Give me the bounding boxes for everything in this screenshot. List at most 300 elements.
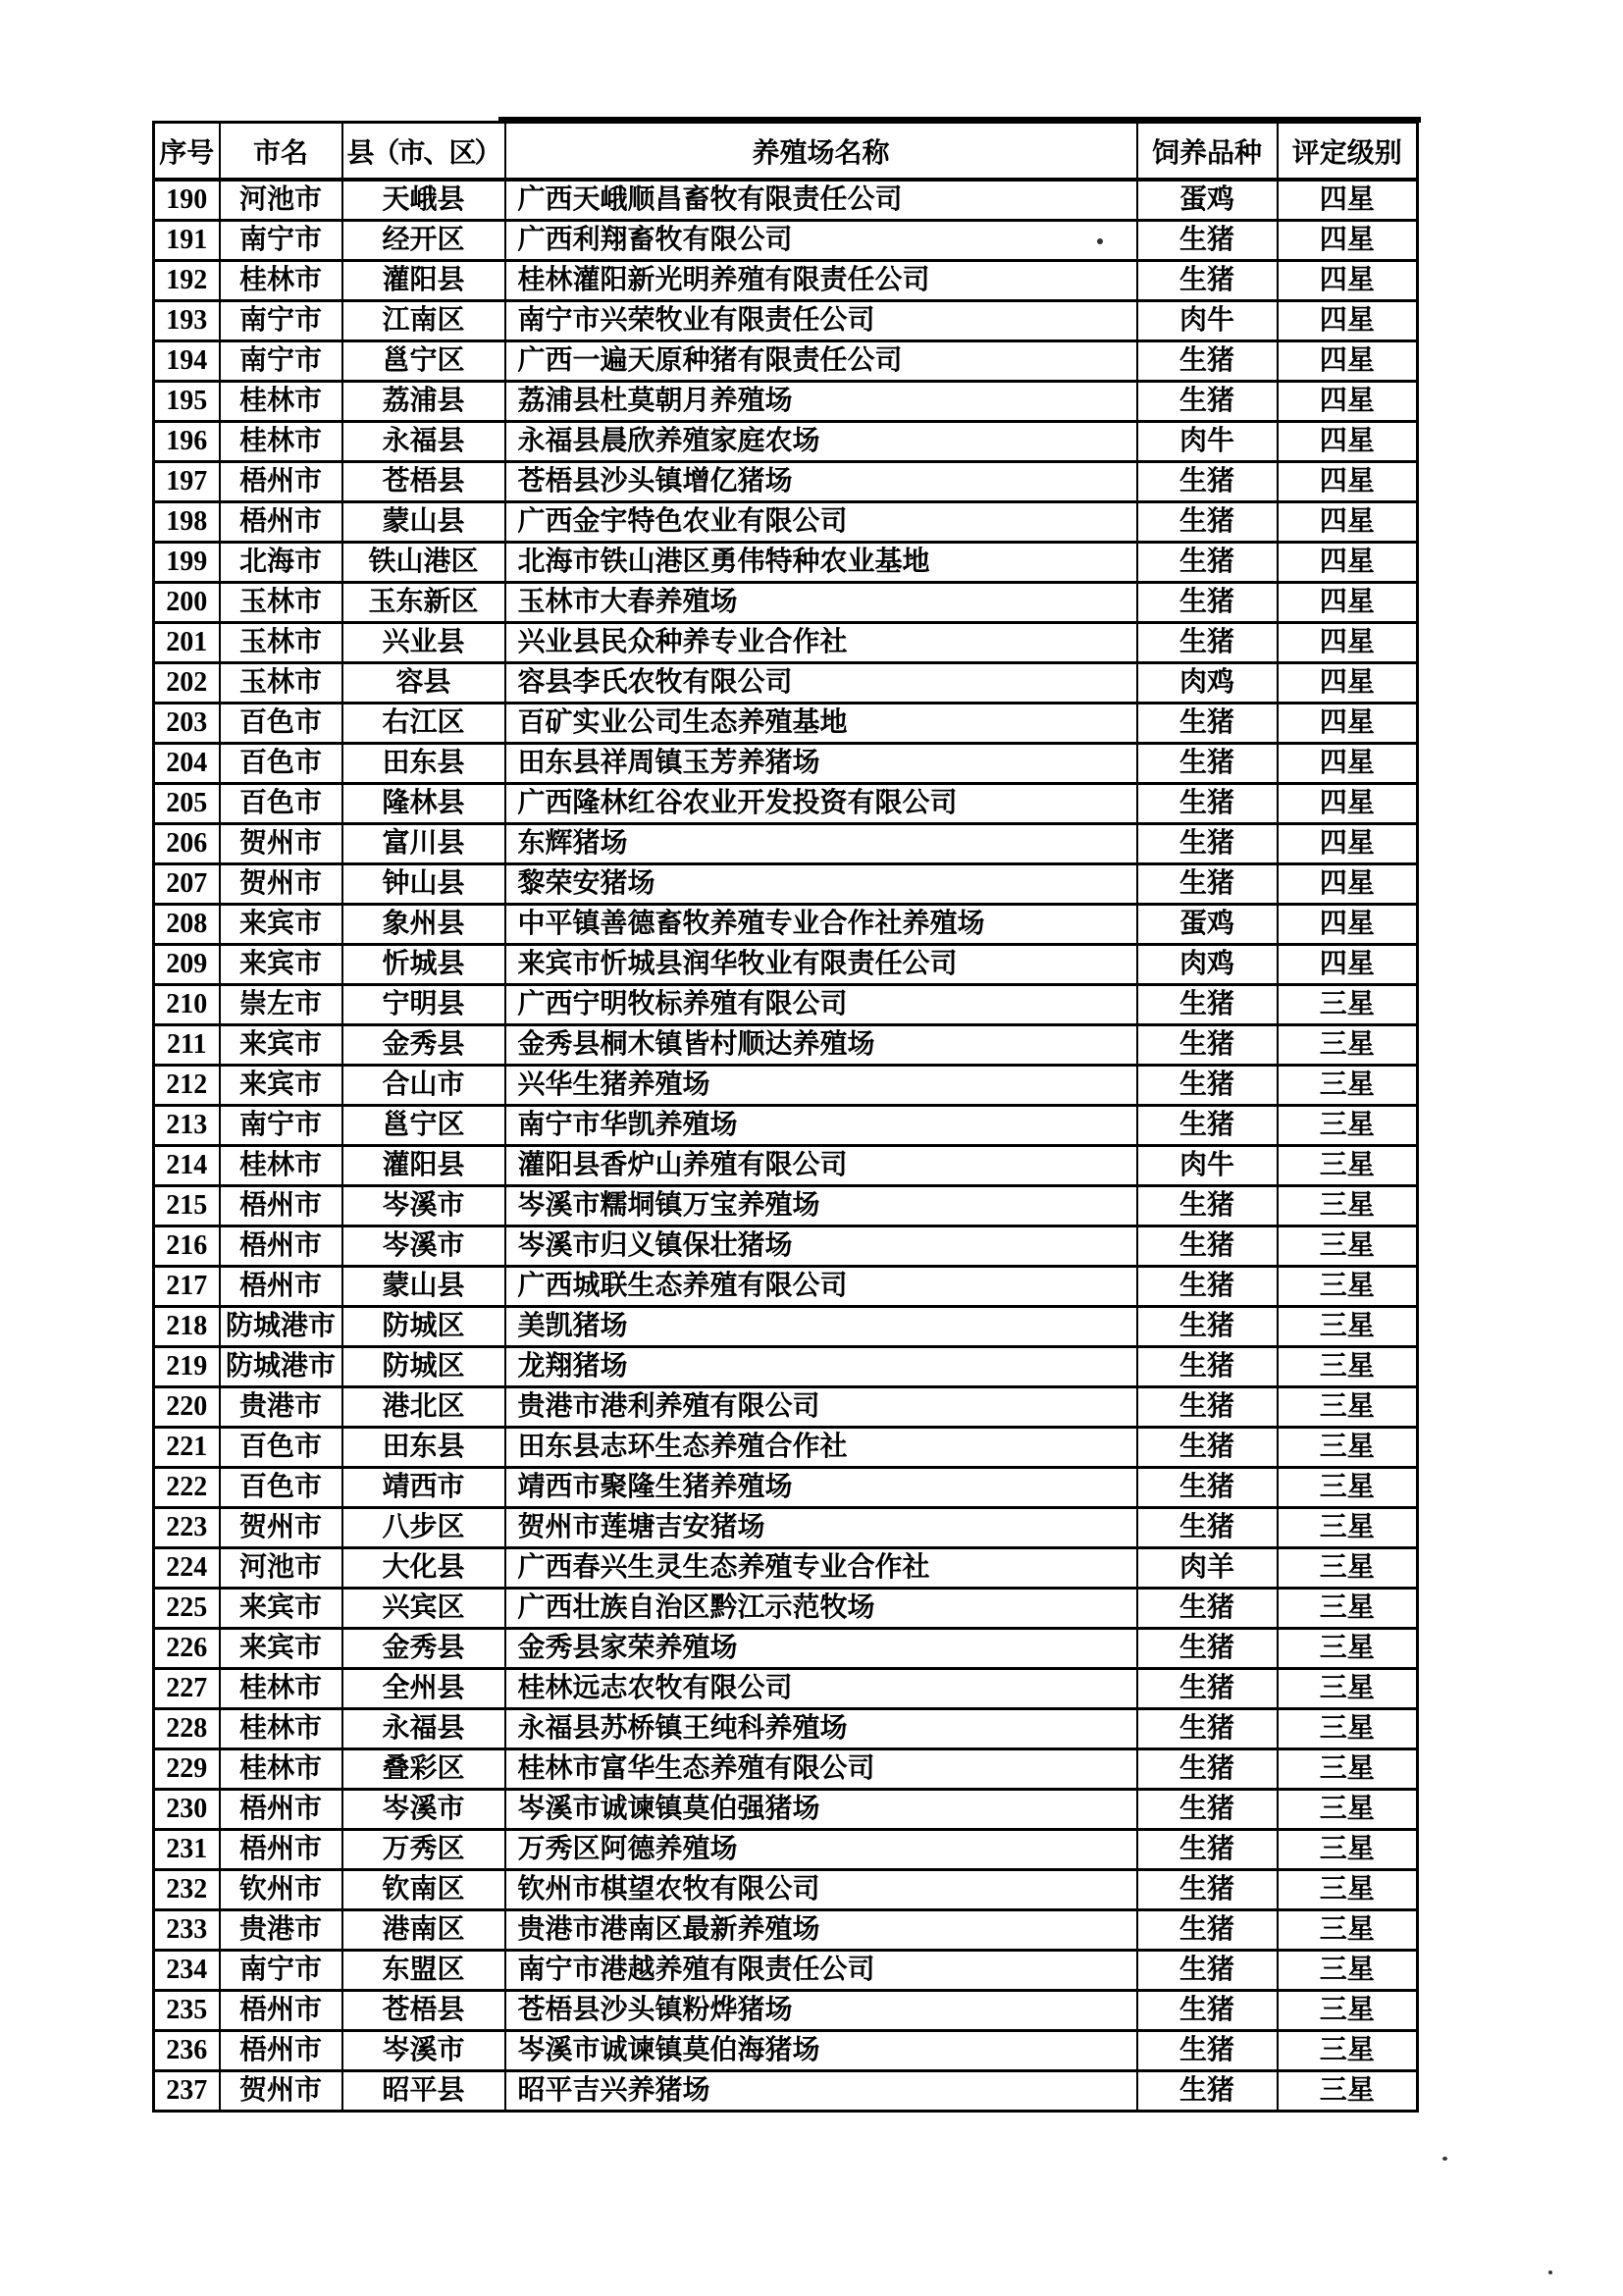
- cell-city: 百色市: [220, 704, 342, 744]
- cell-name: 金秀县桐木镇皆村顺达养殖场: [505, 1025, 1137, 1066]
- cell-breed: 生猪: [1137, 704, 1278, 744]
- cell-grade: 四星: [1278, 341, 1418, 382]
- cell-breed: 生猪: [1137, 462, 1278, 502]
- cell-city: 来宾市: [220, 1589, 342, 1629]
- cell-county: 灌阳县: [342, 261, 505, 301]
- cell-city: 贺州市: [220, 864, 342, 905]
- table-row: [154, 1790, 1418, 1830]
- cell-breed: 肉牛: [1137, 422, 1278, 462]
- cell-breed: 肉鸡: [1137, 945, 1278, 985]
- cell-name: 美凯猪场: [505, 1307, 1137, 1347]
- cell-county: 宁明县: [342, 985, 505, 1025]
- cell-city: 防城港市: [220, 1307, 342, 1347]
- cell-no: 208: [154, 905, 220, 945]
- table-row: [154, 744, 1418, 784]
- cell-grade: 三星: [1278, 1066, 1418, 1106]
- cell-grade: 四星: [1278, 502, 1418, 543]
- cell-name: 岑溪市糯垌镇万宝养殖场: [505, 1186, 1137, 1226]
- cell-name: 兴华生猪养殖场: [505, 1066, 1137, 1106]
- cell-grade: 四星: [1278, 623, 1418, 663]
- cell-breed: 生猪: [1137, 502, 1278, 543]
- table-row: [154, 1709, 1418, 1749]
- cell-grade: 三星: [1278, 1106, 1418, 1146]
- cell-grade: 三星: [1278, 1347, 1418, 1387]
- cell-county: 永福县: [342, 422, 505, 462]
- cell-county: 玉东新区: [342, 583, 505, 623]
- cell-county: 昭平县: [342, 2071, 505, 2112]
- cell-name: 贺州市莲塘吉安猪场: [505, 1508, 1137, 1548]
- cell-county: 苍梧县: [342, 462, 505, 502]
- cell-city: 桂林市: [220, 261, 342, 301]
- cell-city: 百色市: [220, 1428, 342, 1468]
- cell-no: 233: [154, 1910, 220, 1951]
- cell-city: 北海市: [220, 543, 342, 583]
- cell-county: 象州县: [342, 905, 505, 945]
- cell-name: 田东县祥周镇玉芳养猪场: [505, 744, 1137, 784]
- cell-county: 大化县: [342, 1548, 505, 1589]
- table-row: [154, 1226, 1418, 1267]
- cell-name: 玉林市大春养殖场: [505, 583, 1137, 623]
- cell-city: 梧州市: [220, 1226, 342, 1267]
- cell-city: 梧州市: [220, 1991, 342, 2031]
- cell-breed: 生猪: [1137, 1267, 1278, 1307]
- cell-no: 207: [154, 864, 220, 905]
- cell-city: 来宾市: [220, 1025, 342, 1066]
- cell-breed: 生猪: [1137, 221, 1278, 261]
- table-row: [154, 1468, 1418, 1508]
- cell-breed: 生猪: [1137, 1387, 1278, 1428]
- table-row: [154, 864, 1418, 905]
- table-body: [154, 180, 1418, 2112]
- cell-county: 岑溪市: [342, 1226, 505, 1267]
- cell-breed: 生猪: [1137, 1910, 1278, 1951]
- cell-breed: 生猪: [1137, 1106, 1278, 1146]
- cell-county: 万秀区: [342, 1830, 505, 1870]
- cell-city: 梧州市: [220, 1790, 342, 1830]
- cell-no: 220: [154, 1387, 220, 1428]
- cell-city: 来宾市: [220, 1066, 342, 1106]
- cell-name: 苍梧县沙头镇增亿猪场: [505, 462, 1137, 502]
- cell-no: 226: [154, 1629, 220, 1669]
- cell-name: 百矿实业公司生态养殖基地: [505, 704, 1137, 744]
- cell-county: 兴宾区: [342, 1589, 505, 1629]
- cell-grade: 四星: [1278, 905, 1418, 945]
- table-row: [154, 180, 1418, 221]
- cell-no: 216: [154, 1226, 220, 1267]
- cell-grade: 四星: [1278, 543, 1418, 583]
- cell-grade: 三星: [1278, 1307, 1418, 1347]
- cell-no: 191: [154, 221, 220, 261]
- cell-county: 经开区: [342, 221, 505, 261]
- cell-grade: 四星: [1278, 462, 1418, 502]
- cell-city: 玉林市: [220, 583, 342, 623]
- cell-city: 南宁市: [220, 1106, 342, 1146]
- cell-no: 198: [154, 502, 220, 543]
- cell-breed: 蛋鸡: [1137, 905, 1278, 945]
- cell-grade: 四星: [1278, 221, 1418, 261]
- cell-no: 227: [154, 1669, 220, 1709]
- cell-name: 永福县晨欣养殖家庭农场: [505, 422, 1137, 462]
- table-row: [154, 301, 1418, 341]
- cell-breed: 生猪: [1137, 985, 1278, 1025]
- cell-name: 兴业县民众种养专业合作社: [505, 623, 1137, 663]
- cell-city: 贵港市: [220, 1387, 342, 1428]
- cell-grade: 三星: [1278, 1548, 1418, 1589]
- cell-name: 贵港市港利养殖有限公司: [505, 1387, 1137, 1428]
- cell-breed: 生猪: [1137, 1226, 1278, 1267]
- cell-no: 232: [154, 1870, 220, 1910]
- cell-county: 防城区: [342, 1347, 505, 1387]
- table-row: [154, 422, 1418, 462]
- cell-no: 206: [154, 824, 220, 864]
- cell-no: 196: [154, 422, 220, 462]
- cell-breed: 生猪: [1137, 1307, 1278, 1347]
- cell-grade: 三星: [1278, 1025, 1418, 1066]
- cell-grade: 四星: [1278, 261, 1418, 301]
- cell-city: 玉林市: [220, 623, 342, 663]
- cell-name: 广西一遍天原种猪有限责任公司: [505, 341, 1137, 382]
- cell-grade: 四星: [1278, 744, 1418, 784]
- table-row: [154, 1347, 1418, 1387]
- cell-county: 隆林县: [342, 784, 505, 824]
- table-row: [154, 543, 1418, 583]
- table-row: [154, 583, 1418, 623]
- cell-city: 来宾市: [220, 1629, 342, 1669]
- cell-no: 209: [154, 945, 220, 985]
- cell-grade: 四星: [1278, 422, 1418, 462]
- cell-name: 广西利翔畜牧有限公司: [505, 221, 1137, 261]
- cell-county: 合山市: [342, 1066, 505, 1106]
- table-row: [154, 1548, 1418, 1589]
- cell-breed: 生猪: [1137, 1066, 1278, 1106]
- cell-no: 197: [154, 462, 220, 502]
- cell-no: 204: [154, 744, 220, 784]
- cell-no: 215: [154, 1186, 220, 1226]
- table-row: [154, 1267, 1418, 1307]
- column-header-city: 市名: [220, 123, 342, 181]
- table-row: [154, 341, 1418, 382]
- cell-grade: 四星: [1278, 784, 1418, 824]
- cell-county: 苍梧县: [342, 1991, 505, 2031]
- cell-county: 荔浦县: [342, 382, 505, 422]
- cell-grade: 三星: [1278, 1387, 1418, 1428]
- cell-breed: 生猪: [1137, 1468, 1278, 1508]
- cell-breed: 生猪: [1137, 1629, 1278, 1669]
- cell-city: 桂林市: [220, 1669, 342, 1709]
- cell-county: 容县: [342, 663, 505, 704]
- column-header-name: 养殖场名称: [505, 123, 1137, 181]
- cell-breed: 生猪: [1137, 2031, 1278, 2071]
- cell-city: 桂林市: [220, 1709, 342, 1749]
- cell-city: 南宁市: [220, 1951, 342, 1991]
- cell-name: 广西城联生态养殖有限公司: [505, 1267, 1137, 1307]
- cell-no: 230: [154, 1790, 220, 1830]
- cell-name: 来宾市忻城县润华牧业有限责任公司: [505, 945, 1137, 985]
- cell-no: 195: [154, 382, 220, 422]
- scan-speck: [1097, 238, 1103, 244]
- cell-no: 229: [154, 1749, 220, 1790]
- cell-breed: 生猪: [1137, 824, 1278, 864]
- cell-grade: 三星: [1278, 2071, 1418, 2112]
- cell-breed: 生猪: [1137, 1790, 1278, 1830]
- cell-breed: 肉牛: [1137, 301, 1278, 341]
- cell-name: 桂林远志农牧有限公司: [505, 1669, 1137, 1709]
- cell-no: 218: [154, 1307, 220, 1347]
- cell-city: 梧州市: [220, 502, 342, 543]
- cell-breed: 生猪: [1137, 1830, 1278, 1870]
- column-header-county: 县（市、区）: [342, 123, 505, 181]
- cell-grade: 三星: [1278, 1790, 1418, 1830]
- cell-grade: 四星: [1278, 945, 1418, 985]
- cell-city: 河池市: [220, 1548, 342, 1589]
- cell-county: 港南区: [342, 1910, 505, 1951]
- cell-city: 来宾市: [220, 905, 342, 945]
- cell-breed: 生猪: [1137, 382, 1278, 422]
- table-row: [154, 1830, 1418, 1870]
- cell-county: 东盟区: [342, 1951, 505, 1991]
- cell-city: 梧州市: [220, 2031, 342, 2071]
- cell-grade: 三星: [1278, 1709, 1418, 1749]
- cell-name: 靖西市聚隆生猪养殖场: [505, 1468, 1137, 1508]
- cell-name: 龙翔猪场: [505, 1347, 1137, 1387]
- table-row: [154, 905, 1418, 945]
- cell-city: 南宁市: [220, 221, 342, 261]
- cell-county: 蒙山县: [342, 502, 505, 543]
- table-row: [154, 502, 1418, 543]
- cell-city: 桂林市: [220, 382, 342, 422]
- cell-name: 容县李氏农牧有限公司: [505, 663, 1137, 704]
- cell-county: 防城区: [342, 1307, 505, 1347]
- cell-county: 兴业县: [342, 623, 505, 663]
- cell-no: 200: [154, 583, 220, 623]
- cell-name: 岑溪市归义镇保壮猪场: [505, 1226, 1137, 1267]
- cell-county: 忻城县: [342, 945, 505, 985]
- table-row: [154, 1066, 1418, 1106]
- cell-county: 岑溪市: [342, 1186, 505, 1226]
- table-row: [154, 382, 1418, 422]
- cell-breed: 生猪: [1137, 864, 1278, 905]
- table-row: [154, 221, 1418, 261]
- table-row: [154, 1749, 1418, 1790]
- cell-breed: 生猪: [1137, 1186, 1278, 1226]
- cell-grade: 三星: [1278, 1589, 1418, 1629]
- cell-city: 梧州市: [220, 1830, 342, 1870]
- cell-grade: 四星: [1278, 704, 1418, 744]
- cell-breed: 生猪: [1137, 1025, 1278, 1066]
- table-row: [154, 1025, 1418, 1066]
- cell-city: 百色市: [220, 744, 342, 784]
- cell-county: 右江区: [342, 704, 505, 744]
- cell-name: 南宁市华凯养殖场: [505, 1106, 1137, 1146]
- cell-city: 梧州市: [220, 1267, 342, 1307]
- cell-breed: 生猪: [1137, 1669, 1278, 1709]
- table-row: [154, 784, 1418, 824]
- cell-county: 叠彩区: [342, 1749, 505, 1790]
- cell-name: 东辉猪场: [505, 824, 1137, 864]
- cell-name: 广西天峨顺昌畜牧有限责任公司: [505, 180, 1137, 221]
- cell-no: 213: [154, 1106, 220, 1146]
- table-row: [154, 704, 1418, 744]
- cell-name: 广西壮族自治区黔江示范牧场: [505, 1589, 1137, 1629]
- cell-breed: 肉鸡: [1137, 663, 1278, 704]
- table-row: [154, 824, 1418, 864]
- cell-no: 210: [154, 985, 220, 1025]
- cell-grade: 四星: [1278, 824, 1418, 864]
- cell-breed: 生猪: [1137, 744, 1278, 784]
- cell-no: 236: [154, 2031, 220, 2071]
- header-row: [154, 123, 1418, 181]
- cell-city: 玉林市: [220, 663, 342, 704]
- cell-name: 昭平吉兴养猪场: [505, 2071, 1137, 2112]
- cell-no: 234: [154, 1951, 220, 1991]
- cell-name: 广西金宇特色农业有限公司: [505, 502, 1137, 543]
- cell-grade: 三星: [1278, 1951, 1418, 1991]
- cell-city: 百色市: [220, 784, 342, 824]
- cell-county: 邕宁区: [342, 341, 505, 382]
- cell-grade: 四星: [1278, 180, 1418, 221]
- cell-county: 邕宁区: [342, 1106, 505, 1146]
- table-row: [154, 663, 1418, 704]
- cell-county: 富川县: [342, 824, 505, 864]
- cell-name: 灌阳县香炉山养殖有限公司: [505, 1146, 1137, 1186]
- cell-city: 桂林市: [220, 422, 342, 462]
- cell-grade: 三星: [1278, 1508, 1418, 1548]
- cell-grade: 三星: [1278, 1629, 1418, 1669]
- cell-name: 北海市铁山港区勇伟特种农业基地: [505, 543, 1137, 583]
- table-row: [154, 1508, 1418, 1548]
- cell-no: 214: [154, 1146, 220, 1186]
- scan-speck: [1548, 2270, 1552, 2274]
- cell-no: 224: [154, 1548, 220, 1589]
- table-row: [154, 261, 1418, 301]
- cell-grade: 四星: [1278, 301, 1418, 341]
- cell-city: 来宾市: [220, 945, 342, 985]
- cell-no: 202: [154, 663, 220, 704]
- cell-county: 港北区: [342, 1387, 505, 1428]
- cell-city: 贺州市: [220, 1508, 342, 1548]
- cell-no: 193: [154, 301, 220, 341]
- cell-grade: 三星: [1278, 1870, 1418, 1910]
- cell-county: 天峨县: [342, 180, 505, 221]
- cell-city: 贵港市: [220, 1910, 342, 1951]
- table-row: [154, 1910, 1418, 1951]
- table-row: [154, 1629, 1418, 1669]
- cell-city: 梧州市: [220, 1186, 342, 1226]
- cell-city: 崇左市: [220, 985, 342, 1025]
- cell-breed: 生猪: [1137, 1951, 1278, 1991]
- scan-speck: [1442, 2157, 1447, 2161]
- cell-city: 贺州市: [220, 2071, 342, 2112]
- cell-no: 225: [154, 1589, 220, 1629]
- cell-grade: 四星: [1278, 583, 1418, 623]
- cell-no: 217: [154, 1267, 220, 1307]
- table-row: [154, 985, 1418, 1025]
- cell-city: 河池市: [220, 180, 342, 221]
- cell-breed: 蛋鸡: [1137, 180, 1278, 221]
- cell-county: 永福县: [342, 1709, 505, 1749]
- table-row: [154, 1669, 1418, 1709]
- cell-city: 贺州市: [220, 824, 342, 864]
- cell-name: 广西宁明牧标养殖有限公司: [505, 985, 1137, 1025]
- cell-name: 南宁市兴荣牧业有限责任公司: [505, 301, 1137, 341]
- table-row: [154, 2071, 1418, 2112]
- cell-grade: 三星: [1278, 1428, 1418, 1468]
- cell-city: 南宁市: [220, 301, 342, 341]
- cell-breed: 生猪: [1137, 583, 1278, 623]
- cell-name: 苍梧县沙头镇粉烨猪场: [505, 1991, 1137, 2031]
- cell-breed: 生猪: [1137, 1428, 1278, 1468]
- cell-grade: 四星: [1278, 663, 1418, 704]
- cell-no: 203: [154, 704, 220, 744]
- cell-breed: 生猪: [1137, 1991, 1278, 2031]
- cell-name: 黎荣安猪场: [505, 864, 1137, 905]
- cell-city: 南宁市: [220, 341, 342, 382]
- cell-grade: 三星: [1278, 1910, 1418, 1951]
- cell-grade: 四星: [1278, 382, 1418, 422]
- cell-breed: 生猪: [1137, 341, 1278, 382]
- cell-grade: 三星: [1278, 1669, 1418, 1709]
- column-header-grade: 评定级别: [1278, 123, 1418, 181]
- cell-name: 桂林灌阳新光明养殖有限责任公司: [505, 261, 1137, 301]
- cell-no: 219: [154, 1347, 220, 1387]
- column-header-breed: 饲养品种: [1137, 123, 1278, 181]
- cell-city: 桂林市: [220, 1146, 342, 1186]
- cell-name: 中平镇善德畜牧养殖专业合作社养殖场: [505, 905, 1137, 945]
- cell-name: 贵港市港南区最新养殖场: [505, 1910, 1137, 1951]
- cell-name: 岑溪市诚谏镇莫伯海猪场: [505, 2031, 1137, 2071]
- cell-county: 灌阳县: [342, 1146, 505, 1186]
- cell-grade: 四星: [1278, 864, 1418, 905]
- table-row: [154, 1951, 1418, 1991]
- cell-county: 田东县: [342, 1428, 505, 1468]
- cell-breed: 生猪: [1137, 1709, 1278, 1749]
- cell-city: 防城港市: [220, 1347, 342, 1387]
- cell-breed: 生猪: [1137, 261, 1278, 301]
- table-row: [154, 1589, 1418, 1629]
- cell-name: 桂林市富华生态养殖有限公司: [505, 1749, 1137, 1790]
- cell-grade: 三星: [1278, 2031, 1418, 2071]
- cell-county: 江南区: [342, 301, 505, 341]
- cell-no: 235: [154, 1991, 220, 2031]
- cell-name: 永福县苏桥镇王纯科养殖场: [505, 1709, 1137, 1749]
- table-row: [154, 1387, 1418, 1428]
- table-row: [154, 1106, 1418, 1146]
- cell-grade: 三星: [1278, 1468, 1418, 1508]
- table-row: [154, 2031, 1418, 2071]
- cell-grade: 三星: [1278, 1146, 1418, 1186]
- table-row: [154, 1186, 1418, 1226]
- cell-no: 223: [154, 1508, 220, 1548]
- cell-grade: 三星: [1278, 1749, 1418, 1790]
- cell-city: 桂林市: [220, 1749, 342, 1790]
- cell-county: 靖西市: [342, 1468, 505, 1508]
- table-row: [154, 1870, 1418, 1910]
- cell-county: 钟山县: [342, 864, 505, 905]
- cell-breed: 生猪: [1137, 1508, 1278, 1548]
- cell-no: 201: [154, 623, 220, 663]
- table-row: [154, 462, 1418, 502]
- cell-grade: 三星: [1278, 1186, 1418, 1226]
- cell-breed: 生猪: [1137, 623, 1278, 663]
- cell-name: 荔浦县杜莫朝月养殖场: [505, 382, 1137, 422]
- cell-county: 金秀县: [342, 1629, 505, 1669]
- cell-breed: 肉牛: [1137, 1146, 1278, 1186]
- cell-no: 212: [154, 1066, 220, 1106]
- cell-name: 田东县志环生态养殖合作社: [505, 1428, 1137, 1468]
- cell-no: 211: [154, 1025, 220, 1066]
- cell-breed: 生猪: [1137, 1749, 1278, 1790]
- cell-no: 190: [154, 180, 220, 221]
